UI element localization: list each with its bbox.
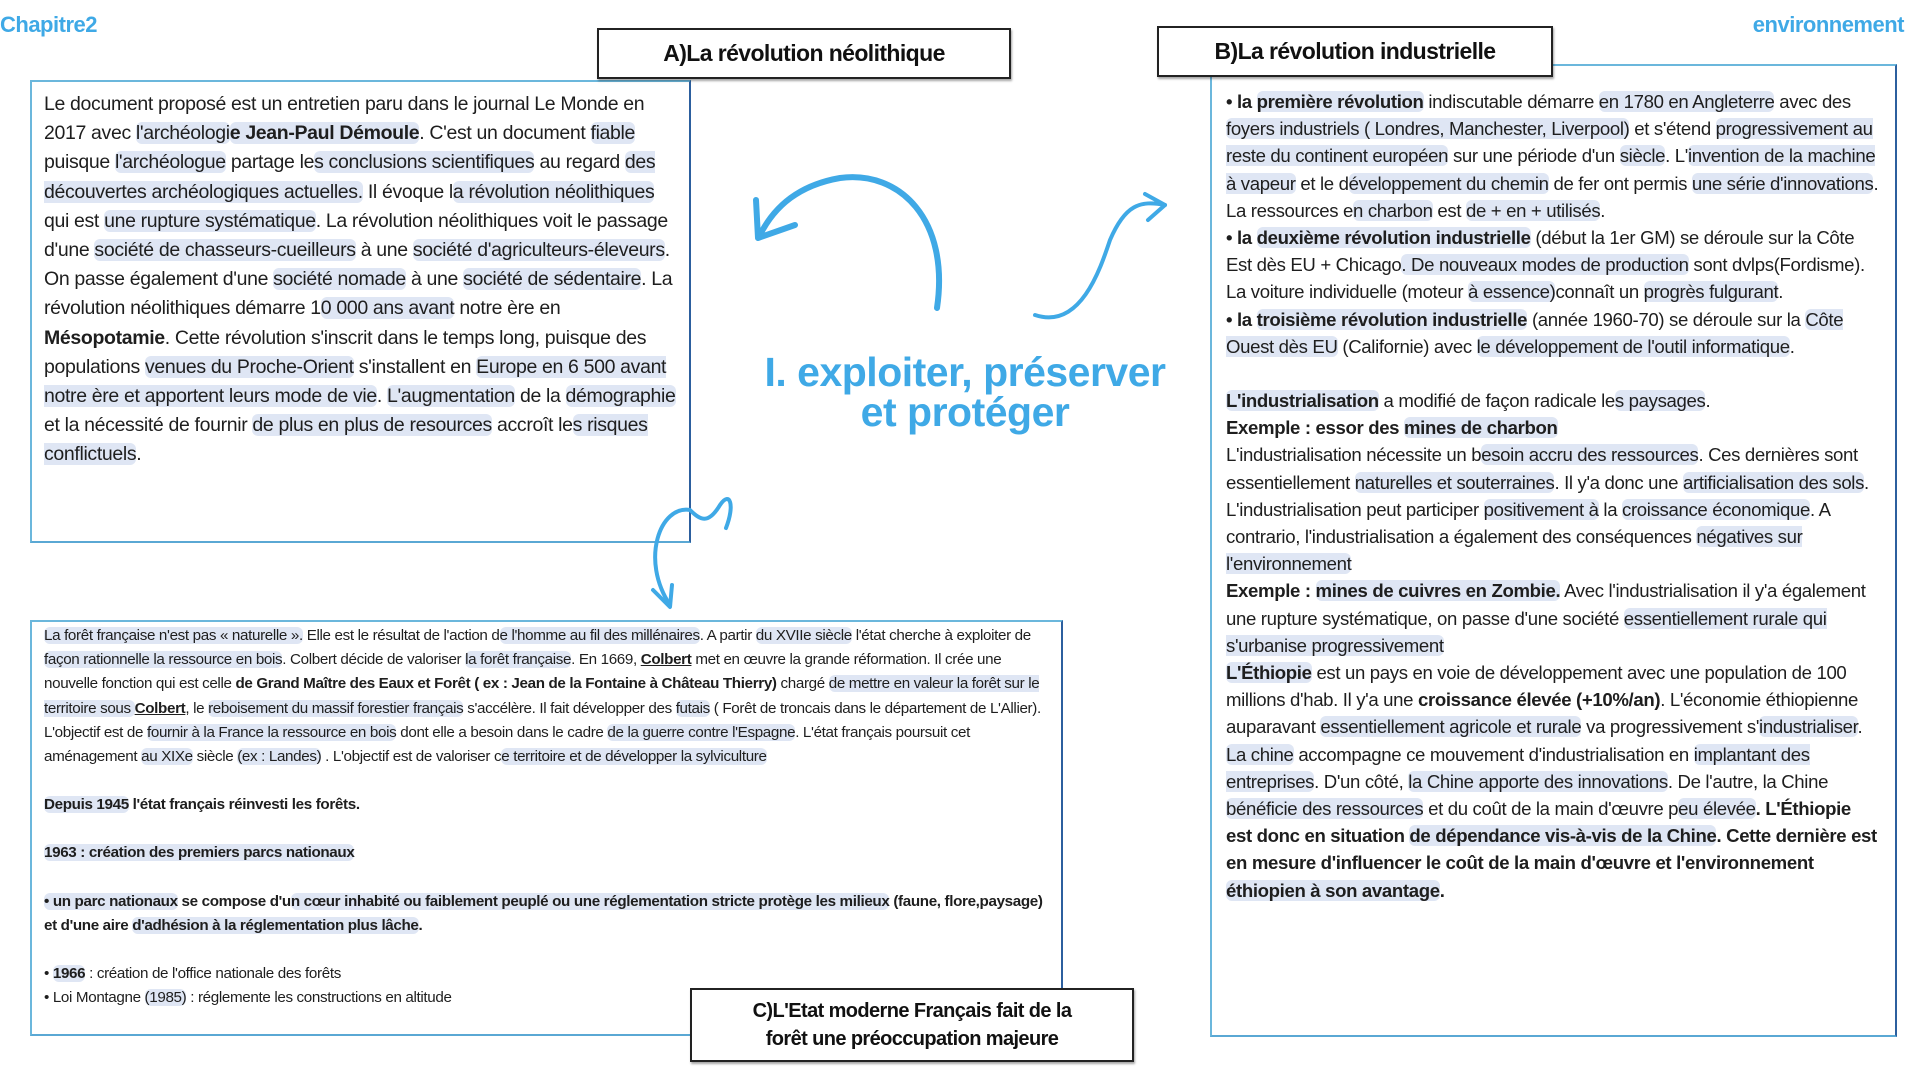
text-segment: Exemple : essor des — [1226, 417, 1404, 439]
text-segment: . — [1705, 390, 1711, 412]
section-a-title — [597, 28, 1011, 79]
highlighted-text: Europe en 6 500 avant notre ère et apportent leurs mode de vie — [44, 355, 667, 408]
curved-arrow-right-icon — [1035, 203, 1165, 317]
highlighted-text: d'adhésion à la réglementation plus lâche — [132, 916, 419, 934]
text-segment: . L'économie éthiopienne auparavant — [1226, 689, 1858, 738]
paragraph — [44, 841, 1049, 865]
text-segment: • la — [1226, 227, 1257, 249]
highlighted-text: société de chasseurs-cueilleurs — [94, 239, 356, 262]
section-b-title-text: B)La révolution industrielle — [1214, 38, 1496, 64]
highlighted-text: a révolution néolithiques — [452, 180, 655, 203]
highlighted-text: deuxième révolution industrielle — [1256, 227, 1531, 249]
highlighted-text: de mettre en valeur la forêt sur le territoire sous — [44, 675, 1040, 717]
text-segment: , le — [185, 699, 209, 717]
highlighted-text: essentiellement agricole et rurale — [1320, 716, 1582, 738]
highlighted-text: la Chine apporte des innovations — [1408, 770, 1668, 792]
highlighted-text: esoin accru des ressources — [1481, 444, 1699, 466]
text-segment: (Californie) avec — [1337, 335, 1477, 357]
text-segment: . C'est un document — [419, 122, 591, 145]
panel-industrial — [1210, 64, 1897, 1037]
highlighted-text: 1966 — [52, 965, 86, 983]
paragraph — [44, 624, 1049, 769]
highlighted-text: négatives sur l'environnement — [1226, 526, 1803, 575]
highlighted-text: essentiellement rurale qui s'urbanise progressivement — [1226, 607, 1827, 656]
panel-neolithic — [30, 80, 691, 543]
text-segment: de fer ont permis — [1548, 172, 1692, 194]
highlighted-text: en 1780 en Angleterre — [1598, 91, 1775, 112]
text-segment: . — [1857, 716, 1863, 738]
text-segment: . D'un côté, — [1314, 770, 1409, 792]
highlighted-text: société nomade — [273, 268, 406, 291]
highlighted-text: de la guerre contre l'Espagne — [607, 723, 796, 741]
highlighted-text: invention de la machine à vapeur — [1226, 145, 1876, 194]
highlighted-text: croissance économique — [1622, 498, 1811, 520]
text-segment: l'état cherche à exploiter de — [851, 627, 1031, 644]
highlighted-text: façon rationnelle la ressource en bois — [44, 651, 283, 669]
text-segment: Il évoque l — [362, 180, 453, 203]
highlighted-text: L'augmentation — [387, 385, 515, 408]
highlighted-text: éveloppement du chemin — [1348, 172, 1549, 194]
text-segment: ( Forêt de troncais dans le département de L'Allier). L'objectif est de — [44, 699, 1041, 741]
highlighted-text: eu élevée — [1678, 798, 1756, 820]
main-title-line1: I. exploiter, préserver — [764, 349, 1166, 395]
section-a-title-text: A)La révolution néolithique — [663, 40, 945, 66]
highlighted-text: au XIXe — [141, 748, 193, 766]
highlighted-text: s paysages — [1614, 390, 1706, 412]
text-segment: se compose d'u — [177, 892, 291, 910]
highlighted-text: L'industrialisation — [1226, 390, 1379, 412]
text-segment: sur une période d'un — [1448, 145, 1620, 167]
highlighted-text: foyers industriels ( Londres, Manchester, Liverpool) — [1226, 118, 1630, 140]
text-segment: . La ressources e — [1226, 172, 1879, 221]
text-segment: . A contrario, l'industrialisation a également des conséquences — [1226, 498, 1830, 548]
theme-label: environnement — [1752, 12, 1904, 37]
highlighted-text: siècle — [1619, 145, 1666, 167]
highlighted-text: venues du Proche-Orient — [144, 355, 354, 378]
text-segment: . L' — [1665, 145, 1688, 167]
highlighted-text: • un parc nationaux — [44, 892, 178, 910]
text-segment: Avec l'industrialisation il y'a également une rupture systématique, on passe d'une société — [1226, 580, 1866, 629]
highlighted-text: mines de cuivres en Zombie. — [1315, 580, 1561, 602]
text-segment: . La révolution néolithiques démarre 1 — [44, 268, 673, 320]
panel-forest — [30, 620, 1063, 1036]
paragraph — [44, 90, 677, 470]
text-segment: . De l'autre, la Chine — [1667, 770, 1829, 792]
highlighted-text: L'Éthiopie — [1226, 662, 1312, 684]
highlighted-text: troisième révolution industrielle — [1256, 308, 1528, 330]
text-segment: indiscutable démarre — [1423, 91, 1599, 112]
paragraph — [1226, 441, 1881, 577]
text-segment: . — [376, 385, 388, 408]
paragraph — [1226, 224, 1881, 306]
text-segment: . — [1439, 879, 1445, 901]
highlighted-text: à essence) — [1468, 281, 1556, 303]
text-segment: . — [1778, 281, 1784, 303]
highlighted-text: n charbon — [1353, 199, 1433, 221]
highlighted-text: de plus en plus de resources — [252, 414, 492, 437]
text-segment: s'accélère. Il fait développer des — [463, 699, 676, 717]
text-segment: l'état français réinvesti les forêts. — [128, 796, 360, 814]
highlighted-text: progressivement au reste du continent européen — [1226, 118, 1873, 167]
text-segment: notre ère en — [454, 297, 561, 320]
text-segment: L'industrialisation nécessite un b — [1226, 444, 1482, 466]
highlighted-text: s conclusions scientifiques — [314, 151, 535, 174]
highlighted-text: e l'homme au fil des millénaires — [499, 627, 700, 644]
text-segment: Elle est le résultat de l'action d — [302, 627, 500, 644]
text-segment: . — [418, 916, 423, 934]
text-segment: : réglemente les constructions en altitude — [186, 989, 452, 1007]
highlighted-text: démographie — [565, 385, 676, 408]
text-segment: accroît le — [491, 414, 573, 437]
arrowhead-right-icon — [1145, 194, 1165, 220]
text-segment: (faune, flore,paysage) et d'une aire — [44, 892, 1043, 934]
text-segment: . — [136, 443, 142, 466]
section-c-title — [690, 988, 1134, 1062]
text-segment: • Loi Montagne — [44, 989, 145, 1007]
text-segment: (début la 1er GM) se déroule sur la Côte Est dès EU + Chicago — [1226, 227, 1855, 276]
arrowhead-left-icon — [756, 200, 795, 238]
highlighted-text: reboisement du massif forestier français — [208, 699, 464, 717]
highlighted-text: 1963 : création des premiers parcs nationaux — [44, 844, 355, 862]
text-segment: la — [1598, 498, 1623, 520]
text-segment: met en œuvre la grande réformation. Il crée une nouvelle fonction qui est celle — [44, 651, 1002, 693]
text-segment: est un pays en voie de développement avec une population de 100 millions d'hab. Il y'a une — [1226, 662, 1847, 711]
highlighted-text: artificialisation des sols — [1682, 471, 1865, 493]
highlighted-text: première révolution — [1256, 91, 1424, 112]
highlighted-text: implantant des entreprises — [1226, 743, 1810, 792]
text-segment: de Grand Maître des Eaux et Forêt ( ex : Jean de la Fontaine à Château Thierry) — [235, 675, 777, 693]
text-segment: à une — [355, 239, 413, 262]
text-segment: accompagne ce mouvement d'industrialisation en — [1293, 743, 1694, 765]
text-segment: (année 1960-70) se déroule sur la — [1527, 308, 1806, 330]
section-c-title-line1: C)L'Etat moderne Français fait de la — [752, 1000, 1072, 1022]
highlighted-text: n cœur inhabité ou faiblement peuplé ou une réglementation stricte protège les milieux — [290, 892, 890, 910]
text-segment: avec des — [1774, 91, 1851, 112]
text-segment: . La révolution néolithiques voit le passage d'une — [44, 209, 668, 262]
paragraph — [1226, 387, 1881, 414]
paragraph — [1226, 88, 1881, 224]
highlighted-text: une série d'innovations — [1691, 172, 1874, 194]
text-segment: . L'Éthiopie est donc en situation — [1226, 798, 1851, 847]
text-segment: Mésopotamie — [44, 326, 165, 349]
highlighted-text: e territoire et de développer la sylviculture — [501, 748, 767, 766]
text-segment: : création de l'office nationale des forêts — [85, 965, 341, 983]
highlighted-text: e Jean-Paul Démoule — [229, 122, 420, 145]
highlighted-text: 0 000 ans avant — [320, 297, 455, 320]
text-segment: • la — [1226, 308, 1257, 330]
highlighted-text: naturelles et souterraines — [1354, 471, 1555, 493]
highlighted-text: de + en + utilisés — [1466, 199, 1601, 221]
highlighted-text: bénéficie des ressources — [1226, 798, 1424, 820]
text-segment: Exemple : — [1226, 580, 1316, 602]
highlighted-text: futais — [675, 699, 710, 717]
text-segment: et s'étend — [1629, 118, 1716, 140]
text-segment: va progressivement s' — [1581, 716, 1760, 738]
highlighted-text: La chine — [1226, 743, 1294, 765]
text-segment: Colbert — [134, 699, 186, 717]
text-segment: . Ces dernières sont essentiellement — [1226, 444, 1858, 493]
highlighted-text: (1985) — [144, 989, 187, 1007]
highlighted-text: La forêt française n'est pas « naturelle ». — [44, 627, 303, 644]
text-segment: croissance élevée (+10%/an) — [1417, 689, 1661, 711]
text-segment: et le d — [1295, 172, 1349, 194]
highlighted-text: une rupture systématique — [104, 209, 316, 232]
text-segment: Le document proposé est un entretien paru dans le journal Le Monde en 2017 avec — [44, 93, 645, 145]
text-segment: siècle — [192, 748, 238, 766]
paragraph — [44, 890, 1049, 938]
highlighted-text: la forêt française — [465, 651, 572, 669]
paragraph — [44, 793, 1049, 817]
text-segment: de la — [514, 385, 566, 408]
highlighted-text: Depuis 1945 — [44, 796, 129, 814]
section-c-title-line2: forêt une préoccupation majeure — [765, 1028, 1059, 1050]
chapter-main-title — [735, 349, 1195, 435]
highlighted-text: positivement à — [1483, 498, 1599, 520]
text-segment: • la — [1226, 91, 1257, 112]
text-segment: partage le — [225, 151, 315, 174]
paragraph — [1226, 414, 1881, 441]
highlighted-text: fiable — [590, 122, 636, 145]
paragraph — [44, 962, 1049, 986]
text-segment: s'installent en — [353, 355, 477, 378]
paragraph — [1226, 659, 1881, 904]
highlighted-text: l'archéologue — [114, 151, 226, 174]
highlighted-text: industrialiser — [1759, 716, 1858, 738]
text-segment: chargé — [776, 675, 829, 693]
text-segment: est — [1432, 199, 1466, 221]
highlighted-text: s risques conflictuels — [44, 414, 648, 466]
text-segment: . A partir — [699, 627, 756, 644]
section-b-title — [1157, 26, 1553, 77]
main-title-line2: et protéger — [860, 389, 1070, 435]
text-segment: Colbert — [640, 651, 692, 669]
highlighted-text: société de sédentaire — [463, 268, 642, 291]
text-segment: . Cette révolution s'inscrit dans le temps long, puisque des populations — [44, 326, 647, 378]
highlighted-text: société d'agriculteurs-éleveurs — [412, 239, 665, 262]
curved-arrow-left-icon — [760, 177, 939, 308]
highlighted-text: des découvertes archéologiques actuelles. — [44, 151, 656, 203]
text-segment: . L'industrialisation peut participer — [1226, 471, 1869, 520]
text-segment: . Cette dernière est en mesure d'influencer le coût de la main d'œuvre et l'environnement — [1226, 825, 1877, 874]
text-segment: . Colbert décide de valoriser — [282, 651, 466, 669]
text-segment: a modifié de façon radicale le — [1378, 390, 1615, 412]
highlighted-text: éthiopien à son avantage — [1226, 879, 1440, 901]
highlighted-text: l'archéologi — [135, 122, 230, 145]
highlighted-text: . De nouveaux modes de production — [1401, 254, 1689, 276]
text-segment: sont dvlps(Fordisme). La voiture individuelle (moteur — [1226, 254, 1865, 303]
highlighted-text: fournir à la France la ressource en bois — [146, 723, 397, 741]
paragraph — [1226, 306, 1881, 360]
text-segment: et la nécessité de fournir — [44, 414, 253, 437]
text-segment: à une — [405, 268, 464, 291]
highlighted-text: progrès fulgurant — [1643, 281, 1779, 303]
text-segment: . On passe également d'une — [44, 239, 670, 291]
text-segment: dont elle a besoin dans le cadre — [396, 723, 608, 741]
text-segment: . En 1669, — [571, 651, 641, 669]
text-segment: connaît un — [1555, 281, 1644, 303]
arrowhead-down-icon — [653, 585, 672, 607]
highlighted-text: mines de charbon — [1404, 417, 1558, 439]
text-segment: . Il y'a donc une — [1554, 471, 1683, 493]
highlighted-text: (ex : Landes) — [237, 748, 322, 766]
text-segment: . — [1600, 199, 1606, 221]
highlighted-text: de dépendance vis-à-vis de la Chine — [1409, 825, 1717, 847]
highlighted-text: du XVIIe siècle — [755, 627, 852, 644]
text-segment: . L'objectif est de valoriser c — [321, 748, 502, 766]
paragraph — [1226, 577, 1881, 659]
text-segment: puisque — [44, 151, 115, 174]
text-segment: . L'état français poursuit cet aménagement — [44, 723, 970, 766]
highlighted-text: le développement de l'outil informatique — [1476, 335, 1790, 357]
text-segment: . — [1789, 335, 1795, 357]
text-segment: au regard — [534, 151, 625, 174]
text-segment: • — [44, 965, 53, 983]
chapter-label: Chapitre2 — [0, 12, 97, 37]
highlighted-text: Côte Ouest dès EU — [1226, 308, 1844, 357]
text-segment: et du coût de la main d'œuvre p — [1423, 798, 1679, 820]
text-segment: qui est — [44, 209, 105, 232]
